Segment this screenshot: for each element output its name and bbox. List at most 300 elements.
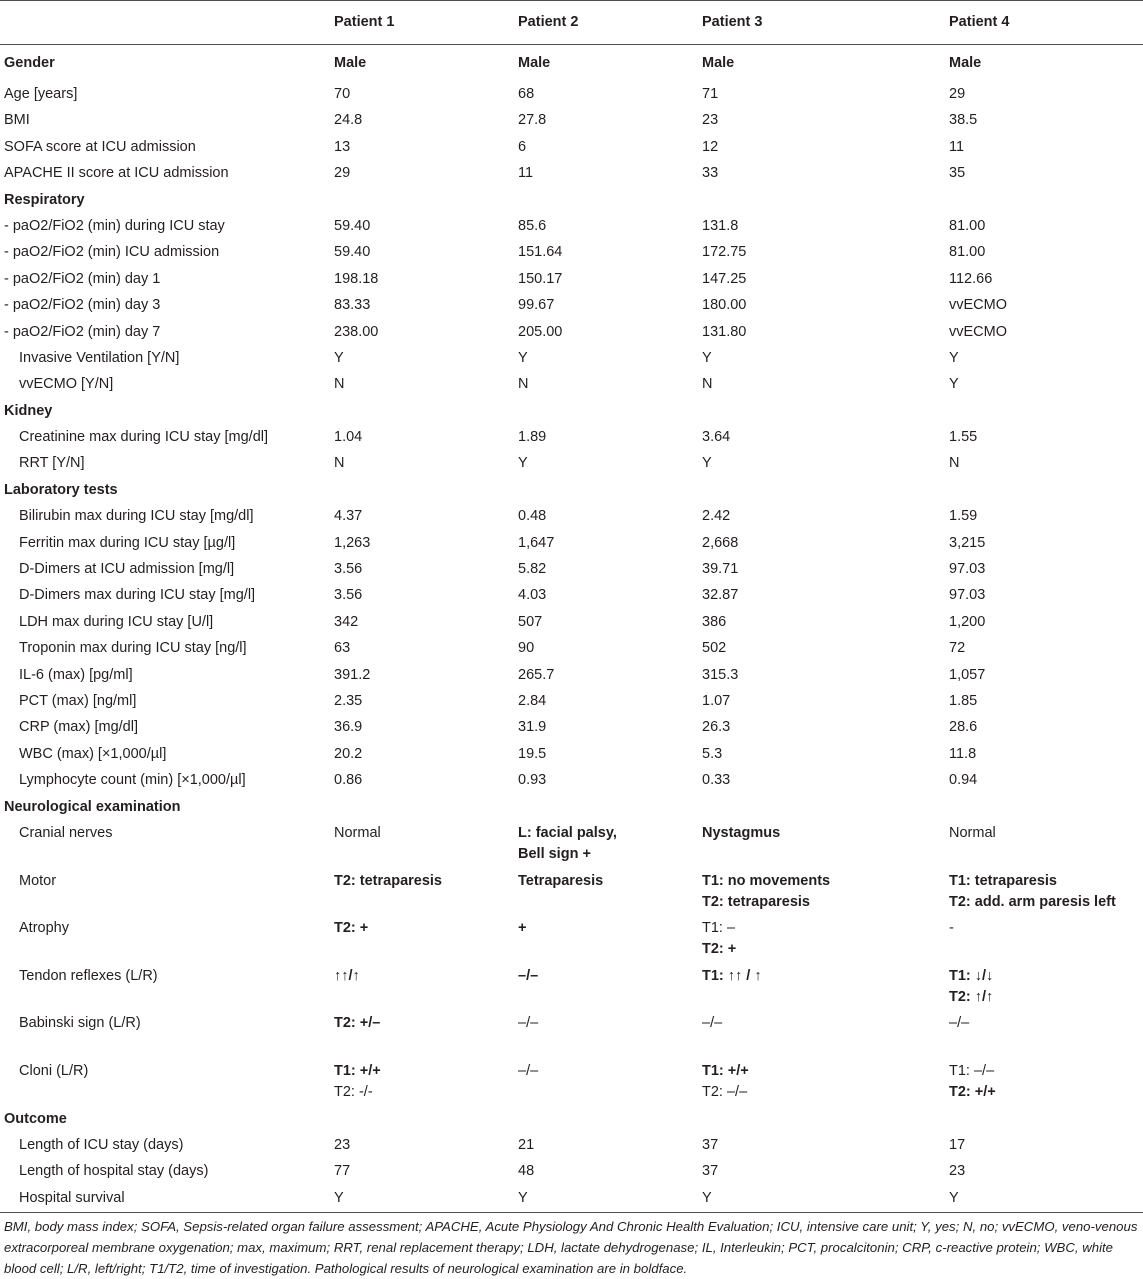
cell-value: 0.94 [949,772,978,789]
table-cell [949,214,1143,240]
row-label [0,240,334,266]
cell-value: Y [702,1189,712,1206]
table-row [0,108,1143,134]
table-row [0,1011,1143,1059]
cell-value: 3.56 [334,561,363,578]
cell-line: T1: no movements [702,872,831,889]
table-cell [334,964,518,1012]
row-label-text: SOFA score at ICU admission [4,138,196,155]
cell-value: 0.86 [334,772,363,789]
table-cell [518,1059,702,1107]
row-label-text: Respiratory [4,191,85,208]
row-label [0,869,334,917]
cell-value: 37 [702,1136,719,1153]
section-row [0,478,1143,504]
table-row [0,1159,1143,1185]
section-row [0,188,1143,214]
table-row [0,82,1143,108]
section-label [0,478,334,504]
table-cell [949,964,1143,1012]
header-cell-patient-3: Patient 3 [702,1,949,45]
table-cell [949,267,1143,293]
table-cell [949,583,1143,609]
section-row [0,795,1143,821]
table-cell [702,636,949,662]
cell-line: T2: add. arm paresis left [949,893,1116,910]
row-label [0,689,334,715]
table-cell [949,768,1143,794]
row-label-text: - paO2/FiO2 (min) day 7 [4,323,161,340]
cell-line: –/– [518,1015,539,1032]
row-label-text: Cloni (L/R) [19,1062,89,1079]
table-cell [949,425,1143,451]
table-cell [702,425,949,451]
table-row [0,504,1143,530]
cell-line: Bell sign + [518,845,591,862]
cell-value: 36.9 [334,719,363,736]
cell-value: 4.03 [518,587,547,604]
row-label [0,531,334,557]
table-cell [518,557,702,583]
table-cell [518,1011,702,1059]
table-header-row [0,1,1143,45]
cell-value: 3.56 [334,587,363,604]
row-label [0,821,334,869]
cell-value: 386 [702,613,727,630]
table-row [0,451,1143,477]
row-label [0,1186,334,1213]
cell-line: T2: –/– [702,1083,748,1100]
table-cell [334,135,518,161]
table-row [0,583,1143,609]
row-label [0,320,334,346]
cell-value: 265.7 [518,666,555,683]
cell-value: 315.3 [702,666,739,683]
row-label [0,1011,334,1059]
row-label-text: Tendon reflexes (L/R) [19,967,158,984]
table-cell [949,610,1143,636]
table-cell [702,1059,949,1107]
cell-line: T1: +/+ [334,1062,381,1079]
table-cell [518,1186,702,1213]
table-row [0,742,1143,768]
table-cell [334,82,518,108]
cell-line: –/– [518,967,539,984]
cell-value: 90 [518,640,535,657]
table-row [0,557,1143,583]
row-label [0,715,334,741]
row-label-text: - paO2/FiO2 (min) day 1 [4,270,161,287]
table-row [0,768,1143,794]
cell-value: 12 [702,138,719,155]
table-cell [518,1107,702,1133]
table-cell [518,161,702,187]
row-label-text: Creatinine max during ICU stay [mg/dl] [19,429,269,446]
table-cell [334,267,518,293]
row-label-text: - paO2/FiO2 (min) day 3 [4,297,161,314]
table-cell [702,768,949,794]
row-label-text: PCT (max) [ng/ml] [19,692,137,709]
table-cell [949,821,1143,869]
cell-value: 238.00 [334,323,379,340]
cell-value: N [949,455,960,472]
cell-value: 97.03 [949,587,986,604]
cell-value: Y [949,349,959,366]
table-cell [518,663,702,689]
table-cell [949,636,1143,662]
table-cell [518,293,702,319]
table-row [0,1186,1143,1213]
cell-line: T2: + [702,941,737,958]
table-cell: Male [702,55,735,71]
table-cell [702,795,949,821]
row-label [0,135,334,161]
cell-value: 11.8 [949,745,977,762]
table-cell [949,82,1143,108]
cell-line: T1: – [702,920,736,937]
cell-value: 39.71 [702,561,739,578]
cell-value: 1.85 [949,692,978,709]
row-label [0,964,334,1012]
table-cell [334,478,518,504]
cell-value: 3,215 [949,534,986,551]
row-label-text: Length of ICU stay (days) [19,1136,184,1153]
table-cell [949,869,1143,917]
table-cell [702,964,949,1012]
table-cell [518,346,702,372]
table-cell [949,372,1143,398]
table-cell [949,663,1143,689]
row-label [0,583,334,609]
table-cell [518,715,702,741]
cell-value: 35 [949,165,966,182]
cell-line: T2: +/– [334,1015,381,1032]
cell-value: 77 [334,1163,351,1180]
table-cell [949,108,1143,134]
row-label [0,636,334,662]
cell-value: 13 [334,138,351,155]
cell-value: 205.00 [518,323,563,340]
table-cell [702,161,949,187]
row-label [0,557,334,583]
section-label [0,795,334,821]
row-label [0,372,334,398]
row-label-text: Bilirubin max during ICU stay [mg/dl] [19,508,254,525]
cell-value: Y [949,1189,959,1206]
cell-value: 131.80 [702,323,747,340]
cell-line: Nystagmus [702,824,781,841]
cell-value: 20.2 [334,745,363,762]
cell-line: T1: ↓/↓ [949,967,994,984]
cell-line: –/– [949,1015,970,1032]
table-cell [334,293,518,319]
table-cell [334,504,518,530]
table-cell [702,689,949,715]
table-cell [518,188,702,214]
row-label [0,425,334,451]
table-cell [518,768,702,794]
cell-value: 502 [702,640,727,657]
table-cell [518,531,702,557]
table-cell [518,451,702,477]
table-cell [334,715,518,741]
table-cell [702,869,949,917]
cell-value: 131.8 [702,217,739,234]
cell-line: –/– [702,1015,723,1032]
table-cell [702,1133,949,1159]
table-cell [949,715,1143,741]
row-label-text: Invasive Ventilation [Y/N] [19,349,180,366]
table-cell [334,742,518,768]
row-label-text: APACHE II score at ICU admission [4,165,229,182]
table-cell [702,293,949,319]
table-row [0,372,1143,398]
table-cell [702,372,949,398]
table-row [0,689,1143,715]
table-cell [334,188,518,214]
cell-value: 72 [949,640,966,657]
cell-line: ↑↑/↑ [334,967,360,984]
table-cell [518,742,702,768]
table-cell [334,636,518,662]
table-cell [702,135,949,161]
cell-value: 32.87 [702,587,739,604]
table-row [0,425,1143,451]
cell-value: vvECMO [949,297,1007,314]
cell-value: 1.89 [518,429,547,446]
cell-value: 37 [702,1163,719,1180]
row-label-text: LDH max during ICU stay [U/l] [19,613,214,630]
row-label [0,768,334,794]
table-cell [334,1011,518,1059]
table-cell [949,399,1143,425]
table-cell [334,1107,518,1133]
table-cell [518,214,702,240]
cell-value: Y [518,1189,528,1206]
row-label-text: Cranial nerves [19,824,113,841]
table-cell [518,583,702,609]
cell-line: T2: tetraparesis [334,872,442,889]
table-row [0,964,1143,1012]
table-cell [334,531,518,557]
row-label-text: Atrophy [19,920,69,937]
row-label-text: Age [years] [4,86,78,102]
table-cell [334,320,518,346]
row-label [0,346,334,372]
cell-value: Y [702,455,712,472]
table-cell [702,1107,949,1133]
row-label [0,504,334,530]
table-cell [949,161,1143,187]
gender-row [0,45,1143,83]
table-cell [702,188,949,214]
cell-value: 147.25 [702,270,747,287]
header-cell-patient-1: Patient 1 [334,1,518,45]
cell-value: 0.48 [518,508,547,525]
row-label-text: Outcome [4,1110,67,1127]
cell-value: 31.9 [518,719,547,736]
header-cell-patient-2: Patient 2 [518,1,702,45]
cell-value: 5.82 [518,561,547,578]
table-cell [702,504,949,530]
cell-line: T2: tetraparesis [702,893,810,910]
table-cell [334,1186,518,1213]
table-row [0,869,1143,917]
cell-value: 1.07 [702,692,731,709]
table-cell [702,583,949,609]
row-label [0,451,334,477]
cell-value: N [518,376,529,393]
table-cell [518,636,702,662]
table-cell [518,478,702,504]
table-row [0,636,1143,662]
table-cell [949,451,1143,477]
row-label-text: Lymphocyte count (min) [×1,000/µl] [19,772,246,789]
cell-value: 85.6 [518,217,547,234]
table-cell [949,1107,1143,1133]
table-cell [518,610,702,636]
table-cell [702,821,949,869]
cell-value: 83.33 [334,297,371,314]
cell-line: –/– [518,1062,539,1079]
cell-value: 63 [334,640,351,657]
cell-value: 2.35 [334,692,363,709]
cell-value: Y [518,349,528,366]
table-cell [334,240,518,266]
table-cell [949,346,1143,372]
cell-value: 1.04 [334,429,363,446]
cell-value: 5.3 [702,745,723,762]
table-cell [518,399,702,425]
table-cell [334,214,518,240]
cell-line: T1: ↑↑ / ↑ [702,967,762,984]
table-cell [702,1011,949,1059]
table-cell [518,916,702,964]
row-label-text: D-Dimers max during ICU stay [mg/l] [19,587,256,604]
table-row [0,214,1143,240]
cell-line: Normal [949,824,996,841]
row-label [0,108,334,134]
table-cell [702,320,949,346]
table-cell [334,610,518,636]
row-label-text: CRP (max) [mg/dl] [19,719,138,736]
table-cell [702,610,949,636]
row-label-text: WBC (max) [×1,000/µl] [19,745,167,762]
cell-value: 29 [334,165,351,182]
table-cell [702,214,949,240]
table-cell [518,82,702,108]
cell-value: 21 [518,1136,535,1153]
cell-value: Y [518,455,528,472]
cell-value: 2.42 [702,508,731,525]
table-row [0,610,1143,636]
table-cell [518,108,702,134]
cell-value: vvECMO [949,323,1007,340]
table-footnote: BMI, body mass index; SOFA, Sepsis-related organ failure assessment; APACHE, Acute Physiology And Chronic Health Evaluation; ICU, intensive care unit; Y, yes; N, no; vvECMO, veno-venous extracorporeal membrane oxygenation; max, maximum; RRT, renal replacement therapy; LDH, lactate dehydrogenase; IL, Interleukin; PCT, procalcitonin; CRP, c-reactive protein; WBC, white blood cell; L/R, left/right; T1/T2, time of investigation. Pathological results of neurological examination are in boldface. [4,1219,1138,1276]
table-cell [949,240,1143,266]
row-label-text: BMI [4,112,30,129]
cell-line: T2: -/- [334,1083,373,1100]
table-cell [334,372,518,398]
cell-line: Tetraparesis [518,872,604,889]
table-cell [518,425,702,451]
table-cell [334,869,518,917]
row-label [0,1133,334,1159]
table-row [0,1059,1143,1107]
table-cell [518,1159,702,1185]
cell-value: 0.33 [702,772,731,789]
row-label-text: Ferritin max during ICU stay [µg/l] [19,534,236,551]
table-row [0,1133,1143,1159]
cell-value: 3.64 [702,429,731,446]
table-row [0,916,1143,964]
cell-value: 6 [518,138,527,155]
table-cell [949,795,1143,821]
table-cell [949,135,1143,161]
row-label-text: Babinski sign (L/R) [19,1015,141,1032]
cell-value: 48 [518,1163,535,1180]
cell-value: N [334,376,345,393]
table-row [0,346,1143,372]
table-cell [334,1059,518,1107]
cell-value: Y [949,376,959,393]
row-label [0,663,334,689]
table-cell [334,663,518,689]
cell-value: 81.00 [949,244,986,261]
cell-value: N [702,376,713,393]
row-label [0,267,334,293]
row-label-text: Laboratory tests [4,481,118,498]
row-label: Gender [4,55,55,71]
cell-value: Y [334,1189,344,1206]
cell-line: T1: +/+ [702,1062,749,1079]
cell-value: 33 [702,165,719,182]
row-label-text: Length of hospital stay (days) [19,1163,209,1180]
table-cell [702,742,949,768]
cell-value: 97.03 [949,561,986,578]
row-label [0,214,334,240]
table-cell [702,478,949,504]
cell-value: 150.17 [518,270,563,287]
table-cell [702,531,949,557]
table-cell [949,742,1143,768]
table-cell [518,240,702,266]
table-row [0,531,1143,557]
table-row [0,240,1143,266]
table-cell [518,1133,702,1159]
table-cell [702,1186,949,1213]
table-cell: Male [949,55,982,71]
table-cell [702,108,949,134]
row-label-text: D-Dimers at ICU admission [mg/l] [19,561,235,578]
table-row [0,267,1143,293]
cell-value: Y [334,349,344,366]
cell-value: 2,668 [702,534,739,551]
table-cell [334,1133,518,1159]
table-cell [949,293,1143,319]
table-cell [949,1059,1143,1107]
table-cell [702,557,949,583]
table-cell [702,663,949,689]
row-label [0,1159,334,1185]
row-label-text: RRT [Y/N] [19,455,85,472]
table-cell [949,478,1143,504]
table-cell [334,108,518,134]
cell-value: 391.2 [334,666,371,683]
row-label [0,742,334,768]
cell-value: 507 [518,613,543,630]
table-cell [702,399,949,425]
